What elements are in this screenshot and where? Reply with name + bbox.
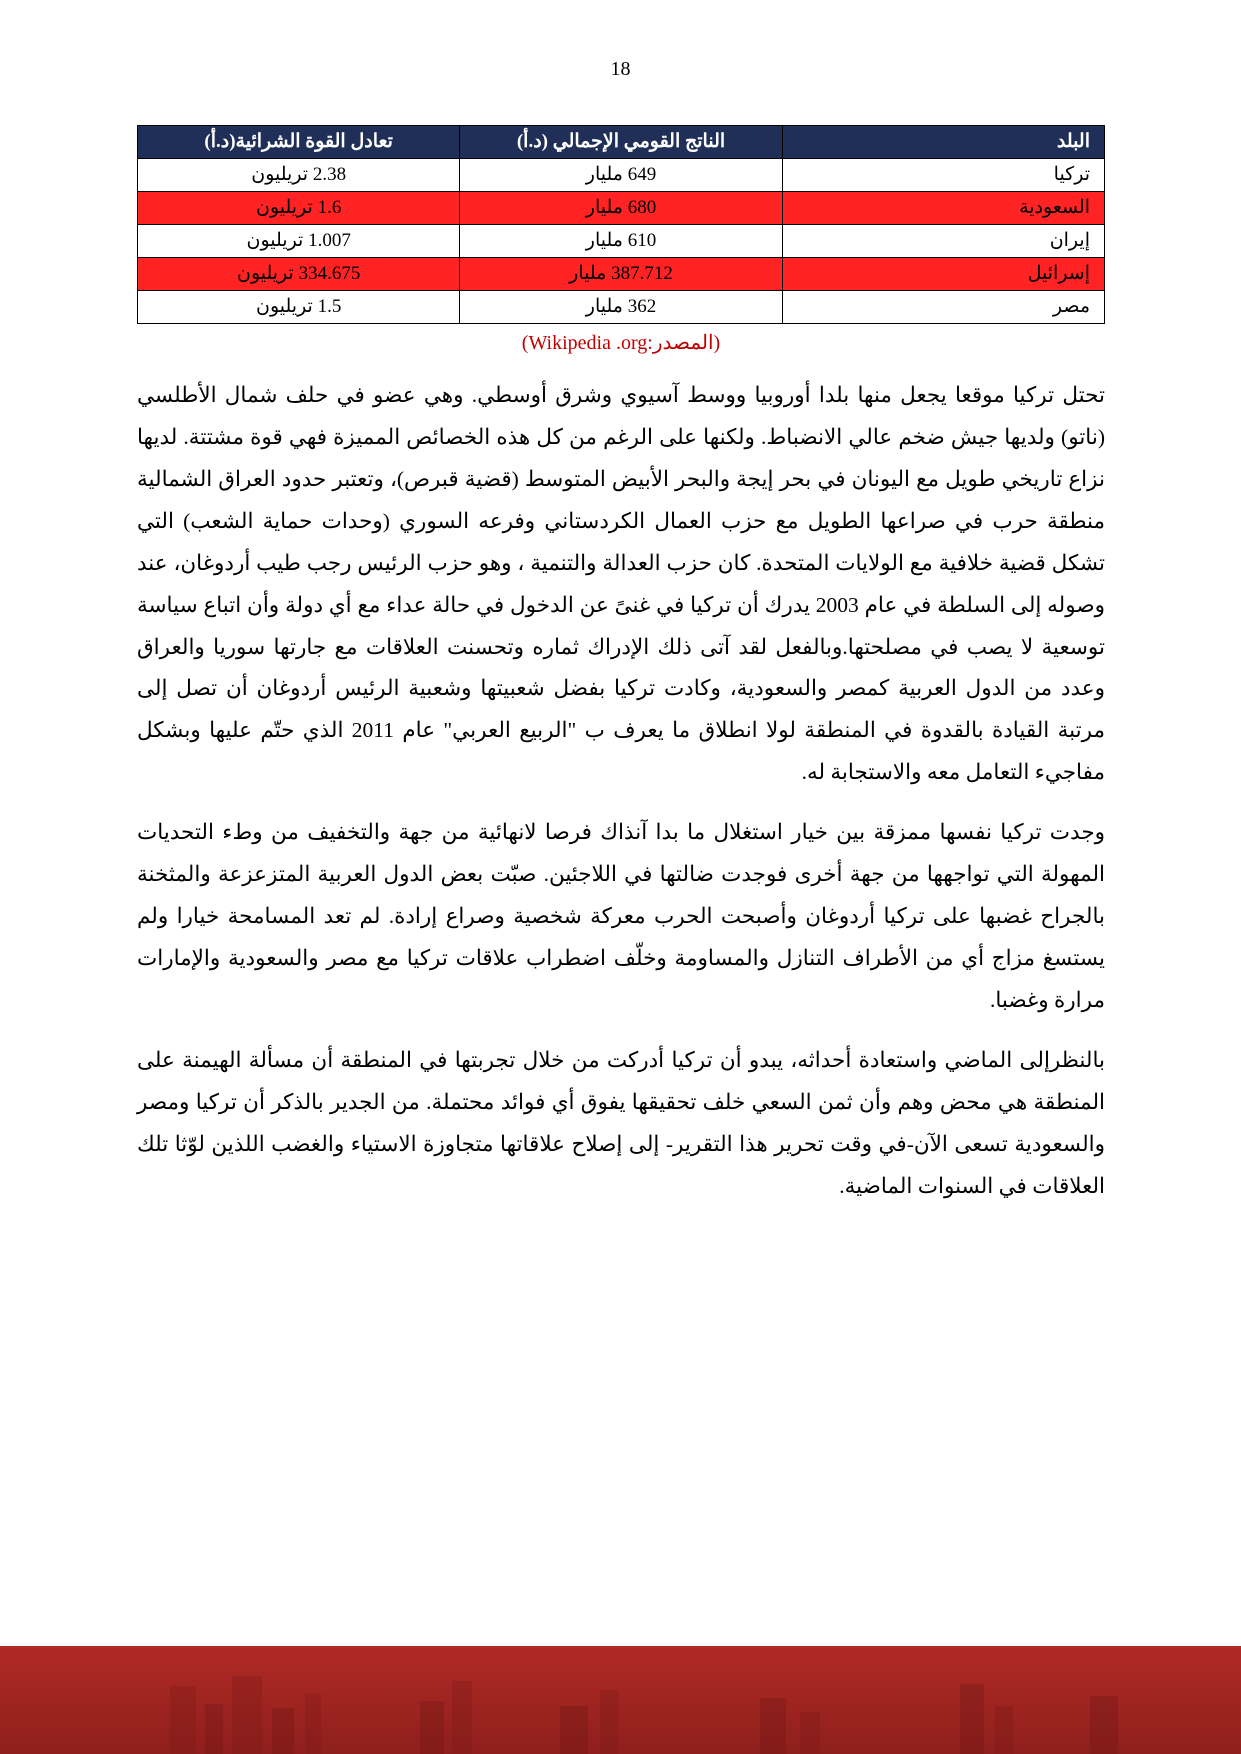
body-paragraph-3: بالنظرإلى الماضي واستعادة أحداثه، يبدو أن تركيا أدركت من خلال تجربتها في المنطقة أن مسألة الهيمنة على المنطقة هي محض وهم وأن ثمن السعي خلف تحقيقها يفوق أي فوائد محتملة. من الجدير بالذكر أن تركيا ومصر والسعودية تسعى الآن-في وقت تحرير هذا التقرير- إلى إصلاح علاقاتها متجاوزة الاستياء والغضب اللذين لوّثا تلك العلاقات في السنوات الماضية. [137, 1047, 1105, 1198]
footer-decorative-band [0, 1646, 1241, 1754]
table-header [138, 126, 1105, 159]
cell-country: السعودية [782, 192, 1104, 225]
cell-ppp: 1.007 تريليون [138, 225, 460, 258]
cell-country: مصر [782, 291, 1104, 324]
source-suffix: ) [521, 332, 529, 354]
cell-gni: 680 مليار [460, 192, 782, 225]
cell-gni: 362 مليار [460, 291, 782, 324]
cell-country: إيران [782, 225, 1104, 258]
cell-ppp: 1.6 تريليون [138, 192, 460, 225]
cell-gni: 649 مليار [460, 159, 782, 192]
table-row [138, 192, 1105, 225]
cell-country: إسرائيل [782, 258, 1104, 291]
body-paragraph-1: تحتل تركيا موقعا يجعل منها بلدا أوروبيا ووسط آسيوي وشرق أوسطي. وهي عضو في حلف شمال الأطلسي (ناتو) ولديها جيش ضخم عالي الانضباط. ولكنها على الرغم من كل هذه الخصائص المميزة فهي قوة مشتتة. لديها نزاع تاريخي طويل مع اليونان في بحر إيجة والبحر الأبيض المتوسط (قضية قبرص)، وتعتبر حدود العراق الشمالية منطقة حرب في صراعها الطويل مع حزب العمال الكردستاني وفرعه السوري (وحدات حماية الشعب) التي تشكل قضية خلافية مع الولايات المتحدة. كان حزب العدالة والتنمية ، وهو حزب الرئيس رجب طيب أردوغان، عند وصوله إلى السلطة في عام 2003 يدرك أن تركيا في غنىً عن الدخول في حالة عداء مع أي دولة وأن اتباع سياسة توسعية لا يصب في مصلحتها.وبالفعل لقد آتى ذلك الإدراك ثماره وتحسنت العلاقات مع جارتها سوريا والعراق وعدد من الدول العربية كمصر والسعودية، وكادت تركيا بفضل شعبيتها وشعبية الرئيس أردوغان أن تصل إلى مرتبة القيادة بالقدوة في المنطقة لولا انطلاق ما يعرف ب "الربيع العربي" عام 2011 الذي حتّم عليها وبشكل مفاجيء التعامل معه والاستجابة له. [137, 383, 1105, 785]
source-name: Wikipedia .org [528, 332, 648, 354]
table-body [138, 159, 1105, 324]
page-content [137, 125, 1105, 1208]
table-row [138, 159, 1105, 192]
skyline-graphic [0, 1646, 1241, 1754]
page-number: 18 [610, 58, 631, 80]
table-row [138, 258, 1105, 291]
cell-ppp: 2.38 تريليون [138, 159, 460, 192]
source-prefix: (المصدر: [647, 332, 721, 354]
table-header-row [138, 126, 1105, 159]
body-paragraph-2: وجدت تركيا نفسها ممزقة بين خيار استغلال ما بدا آنذاك فرصا لانهائية من جهة والتخفيف من وطء التحديات المهولة التي تواجهها من جهة أخرى فوجدت ضالتها في اللاجئين. صبّت بعض الدول العربية المتزعزعة والمثخنة بالجراح غضبها على تركيا أردوغان وأصبحت الحرب معركة شخصية وصراع إرادة. لم تعد المسامحة خيارا ولم يستسغ مزاج أي من الأطراف التنازل والمساومة وخلّف اضطراب علاقات تركيا مع مصر والسعودية والإمارات مرارة وغضبا. [137, 820, 1105, 1012]
table-row [138, 291, 1105, 324]
economy-comparison-table [137, 125, 1105, 324]
column-header-ppp: تعادل القوة الشرائية(د.أ) [138, 126, 460, 159]
table-row [138, 225, 1105, 258]
table-source-caption [137, 330, 1105, 355]
column-header-gni: الناتج القومي الإجمالي (د.أ) [460, 126, 782, 159]
cell-ppp: 334.675 تريليون [138, 258, 460, 291]
cell-gni: 610 مليار [460, 225, 782, 258]
cell-gni: 387.712 مليار [460, 258, 782, 291]
cell-ppp: 1.5 تريليون [138, 291, 460, 324]
cell-country: تركيا [782, 159, 1104, 192]
column-header-country: البلد [782, 126, 1104, 159]
